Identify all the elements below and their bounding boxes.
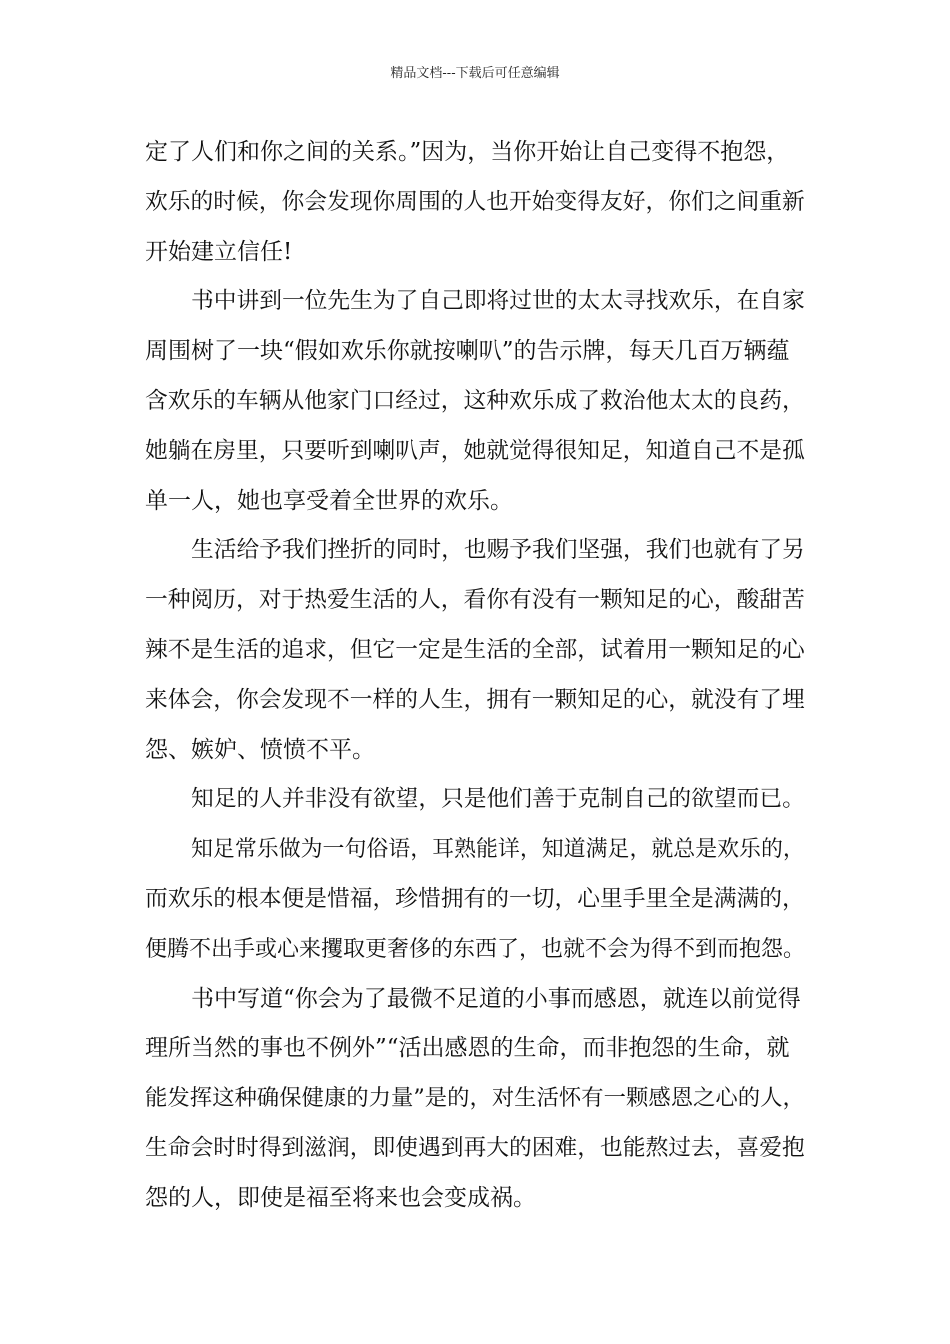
text-line: 欢乐的时候，你会发现你周围的人也开始变得友好，你们之间重新 <box>145 188 805 215</box>
document-body <box>145 128 805 1224</box>
paragraph-first-line: 知足的人并非没有欲望，只是他们善于克制自己的欲望而已。 <box>191 786 805 813</box>
text-line: 怨、嫉妒、愤愤不平。 <box>145 736 375 763</box>
paragraph-first-line: 书中写道“你会为了最微不足道的小事而感恩，就连以前觉得 <box>191 985 801 1012</box>
text-line: 辣不是生活的追求，但它一定是生活的全部，试着用一颗知足的心 <box>145 636 805 663</box>
text-line: 生命会时时得到滋润，即使遇到再大的困难，也能熬过去，喜爱抱 <box>145 1134 805 1161</box>
text-line: 能发挥这种确保健康的力量”是的，对生活怀有一颗感恩之心的人， <box>145 1085 805 1112</box>
text-line: 她躺在房里，只要听到喇叭声，她就觉得很知足，知道自己不是孤 <box>145 437 805 464</box>
text-line: 便腾不出手或心来攫取更奢侈的东西了，也就不会为得不到而抱怨。 <box>145 936 806 962</box>
paragraph-first-line: 生活给予我们挫折的同时，也赐予我们坚强，我们也就有了另 <box>191 537 805 564</box>
text-line: 定了人们和你之间的关系。”因为，当你开始让自己变得不抱怨， <box>145 139 790 165</box>
text-line: 而欢乐的根本便是惜福，珍惜拥有的一切，心里手里全是满满的， <box>145 885 805 912</box>
text-line: 周围树了一块“假如欢乐你就按喇叭”的告示牌，每天几百万辆蕴 <box>145 338 790 365</box>
text-line: 来体会，你会发现不一样的人生，拥有一颗知足的心，就没有了埋 <box>145 686 805 713</box>
paragraph-first-line: 书中讲到一位先生为了自己即将过世的太太寻找欢乐，在自家 <box>191 288 805 315</box>
page-header: 精品文档---下载后可任意编辑 <box>390 66 560 81</box>
text-line: 含欢乐的车辆从他家门口经过，这种欢乐成了救治他太太的良药， <box>145 387 805 414</box>
text-line: 单一人，她也享受着全世界的欢乐。 <box>145 487 513 514</box>
text-line: 一种阅历，对于热爱生活的人，看你有没有一颗知足的心，酸甜苦 <box>145 587 805 614</box>
text-line: 开始建立信任! <box>145 238 293 265</box>
text-line: 怨的人，即使是福至将来也会变成祸。 <box>145 1184 536 1211</box>
text-line: 理所当然的事也不例外”“活出感恩的生命，而非抱怨的生命，就 <box>145 1035 790 1062</box>
paragraph-first-line: 知足常乐做为一句俗语，耳熟能详，知道满足，就总是欢乐的， <box>191 837 805 863</box>
